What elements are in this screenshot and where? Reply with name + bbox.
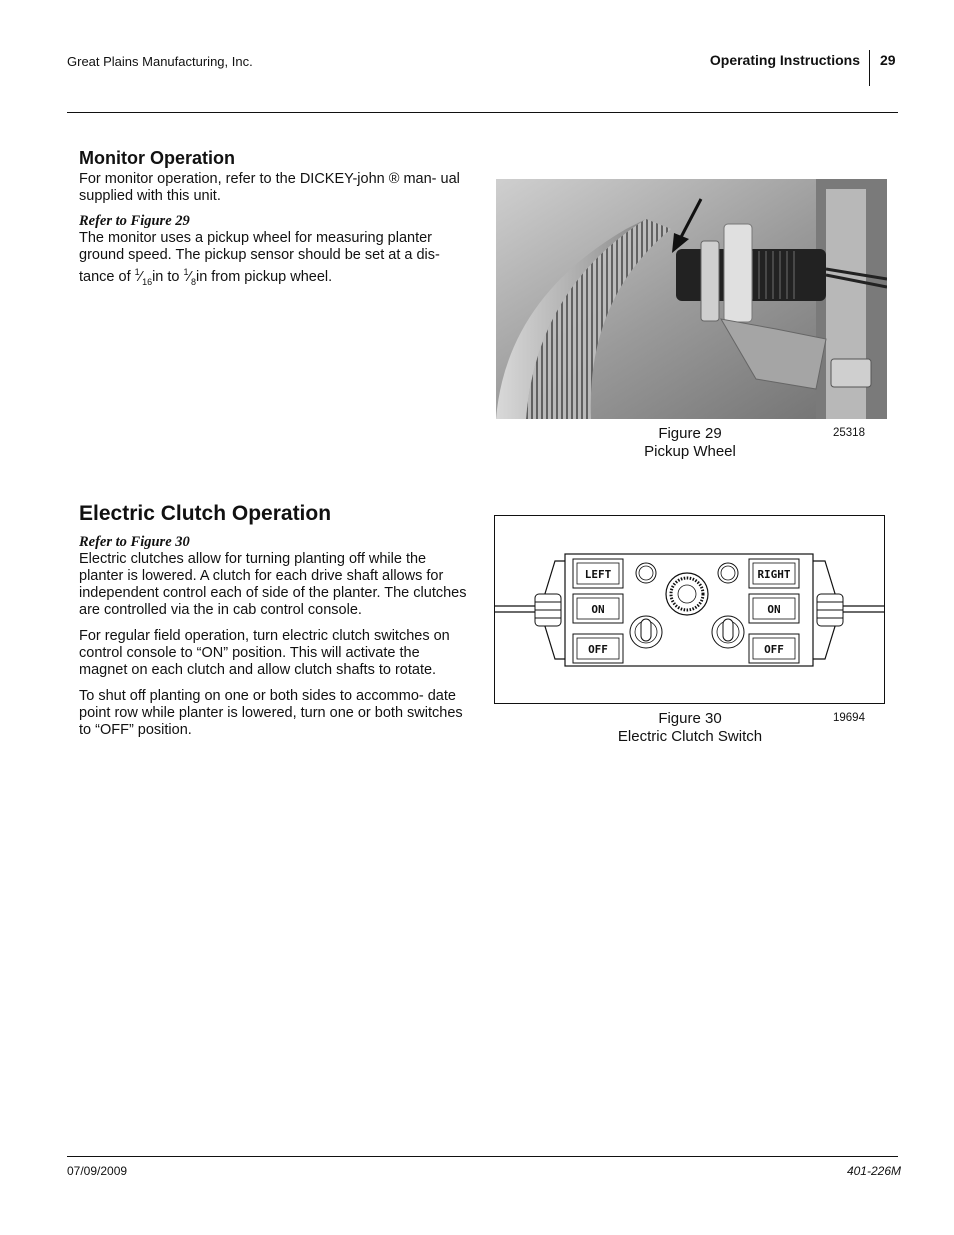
left-toggle-switch-icon	[630, 616, 662, 648]
figure29-number: Figure 29	[658, 425, 722, 442]
monitor-para2-end: in from pickup wheel.	[195, 268, 333, 285]
fraction-one-sixteenth: $^1⁄_{16}$	[134, 267, 153, 287]
header-section-title: Operating Instructions	[709, 52, 860, 68]
right-on-label: ON	[767, 603, 781, 616]
monitor-heading: Monitor Operation	[79, 148, 235, 168]
center-gauge-icon	[666, 573, 708, 615]
monitor-para1: For monitor operation, refer to the DICKEY-john ® man- ual supplied with this unit.	[79, 171, 460, 204]
figure30-number: Figure 30	[658, 710, 722, 727]
left-label-plate	[573, 559, 623, 588]
left-off-label: OFF	[588, 643, 608, 656]
header-divider	[869, 50, 870, 86]
header-company: Great Plains Manufacturing, Inc.	[67, 54, 253, 69]
left-off-plate	[573, 634, 623, 663]
left-on-plate	[573, 594, 623, 623]
header-rule	[67, 112, 898, 113]
clutch-para1: Electric clutches allow for turning planting off while the planter is lowered. A clutch for each drive shaft allows for independent control each of side of the planter. The clutches are controlled via the in cab control console.	[79, 551, 467, 618]
right-off-label: OFF	[764, 643, 784, 656]
monitor-para2	[79, 230, 471, 291]
right-indicator-light-icon	[718, 563, 738, 583]
right-label: RIGHT	[757, 568, 791, 581]
right-off-plate	[749, 634, 799, 663]
fraction-one-eighth: $^1⁄_8$	[183, 267, 196, 287]
clutch-para3: To shut off planting on one or both sides to accommo- date point row while planter is lowered, turn one or both switches to “OFF” position.	[79, 688, 463, 738]
clutch-figure-ref: Refer to Figure 30	[79, 534, 190, 550]
clutch-para2: For regular field operation, turn electric clutch switches on control console to “ON” position. This will activate the magnet on each clutch and allow clutch shafts to rotate.	[79, 628, 450, 678]
pickup-wheel-illustration	[496, 179, 887, 419]
page-number: 29	[880, 52, 896, 68]
right-label-plate	[749, 559, 799, 588]
figure30-id: 19694	[833, 712, 865, 724]
right-on-plate	[749, 594, 799, 623]
left-indicator-light-icon	[636, 563, 656, 583]
left-label: LEFT	[584, 568, 612, 581]
figure29-caption	[590, 425, 790, 461]
clutch-section	[79, 502, 471, 739]
monitor-figure-ref: Refer to Figure 29	[79, 213, 190, 229]
footer-date: 07/09/2009	[67, 1164, 128, 1178]
right-toggle-switch-icon	[712, 616, 744, 648]
clutch-heading: Electric Clutch Operation	[79, 502, 332, 525]
figure30-title: Electric Clutch Switch	[617, 728, 763, 745]
left-on-label: ON	[591, 603, 605, 616]
figure30-caption	[590, 710, 790, 746]
footer-rule	[67, 1156, 898, 1157]
monitor-section	[79, 150, 471, 291]
figure29-title: Pickup Wheel	[644, 443, 736, 460]
footer-doc-number: 401-226M	[846, 1164, 901, 1178]
clutch-switch-illustration	[495, 516, 884, 703]
monitor-para2-start: The monitor uses a pickup wheel for measuring planter ground speed. The pickup sensor should be set at a dis- tance of	[79, 230, 440, 285]
figure29-id: 25318	[833, 427, 865, 439]
pickup-wheel-photo	[496, 179, 887, 419]
clutch-switch-diagram	[494, 515, 885, 704]
monitor-para2-mid: in to	[152, 268, 184, 285]
